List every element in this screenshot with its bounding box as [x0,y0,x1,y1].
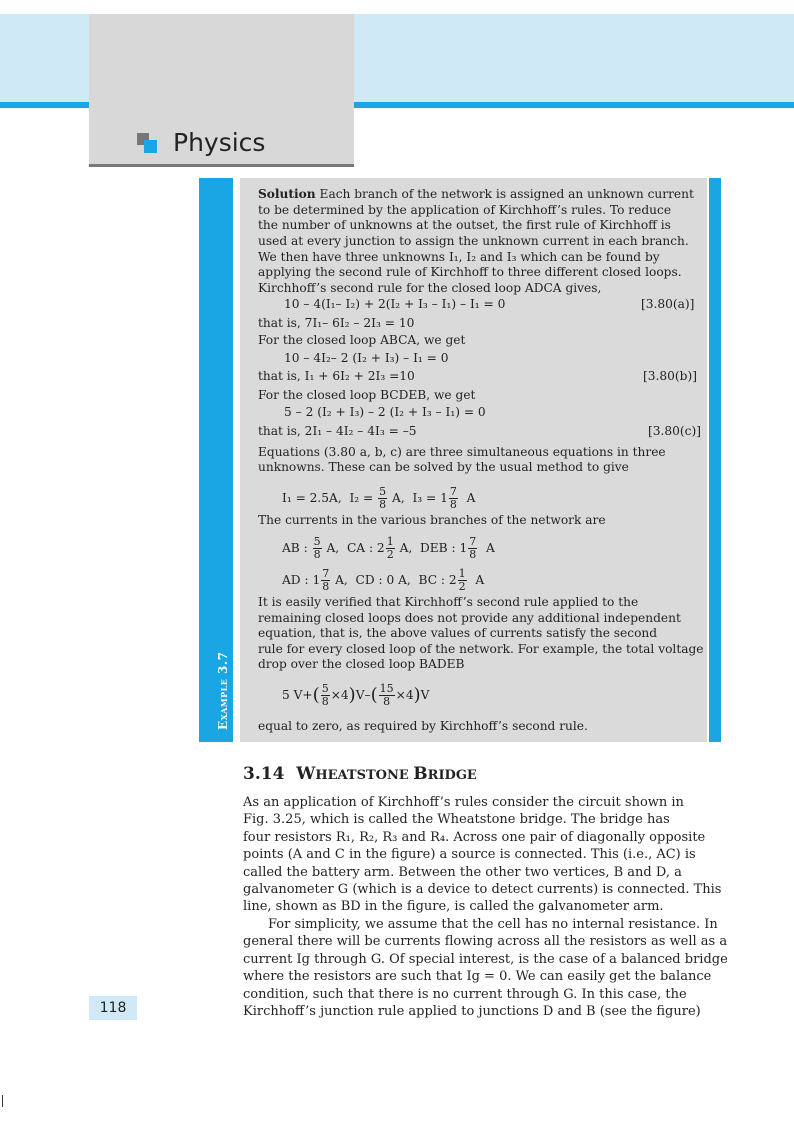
example-line: We then have three unknowns I₁, I₂ and I₃ which can be found by [258,250,660,264]
unit: A [486,541,495,555]
fraction: $\frac{5}{8}$ [321,682,329,708]
whole: 1 [312,573,321,587]
paragraph-line: where the resistors are such that Ig = 0. We can easily get the balance [243,969,712,984]
loop-abca-text: For the closed loop ABCA, we get [258,333,466,347]
example-right-strip [709,178,721,742]
fraction: $\frac{15}{8}$ [379,682,394,708]
branch-label: AB : [282,541,308,555]
equation-c-simplified: that is, 2I₁ – 4I₂ – 4I₃ = –5 [258,424,417,438]
page-header-title: Physics [173,128,266,157]
equation-tag-c: [3.80(c)] [648,424,701,438]
current-i2: I₂ = [349,491,374,505]
solution-currents [282,484,475,512]
branch-label: DEB : [420,541,456,555]
equation-c: 5 – 2 (I₂ + I₃) – 2 (I₂ + I₃ – I₁) = 0 [284,405,486,419]
unit: A, [399,541,413,555]
example-label: Example 3.7 [216,651,230,730]
paragraph-line: Fig. 3.25, which is called the Wheatstone bridge. The bridge has [243,812,670,827]
equation-a-simplified: that is, 7I₁– 6I₂ – 2I₃ = 10 [258,316,415,330]
volt-term: ×4 [395,688,414,702]
equation-tag-b: [3.80(b)] [643,369,697,383]
paragraph-line: condition, such that there is no current through G. In this case, the [243,987,687,1002]
section-title-part: W [296,764,316,784]
example-line: used at every junction to assign the unknown current in each branch. [258,234,689,248]
fraction: $\frac{1}{2}$ [386,535,394,561]
fraction: $\frac{1}{2}$ [458,567,466,593]
branch-label: AD : [282,573,309,587]
equation-tag-a: [3.80(a)] [641,297,695,311]
current-i1: I₁ = 2.5A, [282,491,342,505]
paragraph-line: current Ig through G. Of special interest, is the case of a balanced bridge [243,952,728,967]
example-line: the number of unknowns at the outset, the first rule of Kirchhoff is [258,218,671,232]
example-line: drop over the closed loop BADEB [258,657,465,671]
example-line: unknowns. These can be solved by the usual method to give [258,460,629,474]
fraction: $\frac{5}{8}$ [379,485,387,511]
example-line: remaining closed loops does not provide any additional independent [258,611,681,625]
example-text: Each branch of the network is assigned an unknown current [319,187,694,201]
unit: A [475,573,485,587]
example-line: applying the second rule of Kirchhoff to three different closed loops. [258,265,682,279]
paragraph-line: line, shown as BD in the figure, is called the galvanometer arm. [243,899,664,914]
whole: 2 [448,573,457,587]
fraction: $\frac{7}{8}$ [449,485,457,511]
voltage-drop-equation: 5 V+( $\frac{5}{8}$ ×4)V–( $\frac{15}{8}$ ×4)V [282,682,430,708]
paragraph-line: For simplicity, we assume that the cell has no internal resistance. In [268,917,718,932]
paragraph-line: As an application of Kirchhoff’s rules consider the circuit shown in [243,795,684,810]
example-line: It is easily verified that Kirchhoff’s second rule applied to the [258,595,639,609]
whole: 2 [376,541,385,555]
equation-a: 10 – 4(I₁– I₂) + 2(I₂ + I₃ – I₁) – I₁ = 0 [284,297,506,311]
branch-currents-row2 [282,566,484,594]
fraction: $\frac{5}{8}$ [313,535,321,561]
example-line: equation, that is, the above values of currents satisfy the second [258,626,658,640]
paragraph-line: Kirchhoff’s junction rule applied to junctions D and B (see the figure) [243,1004,701,1019]
fraction: $\frac{7}{8}$ [469,535,477,561]
branch-label: CD : 0 A, [355,573,411,587]
fraction: $\frac{7}{8}$ [322,567,330,593]
unit: A, [326,541,340,555]
paragraph-line: general there will be currents flowing across all the resistors as well as a [243,934,728,949]
header-tab-rule [89,164,354,167]
branch-label: BC : [418,573,446,587]
example-line [258,187,694,202]
paragraph-line: points (A and C in the figure) a source is connected. This (i.e., AC) is [243,847,696,862]
example-line: to be determined by the application of Kirchhoff’s rules. To reduce [258,203,672,217]
section-heading [243,764,477,784]
section-number: 3.14 [243,764,285,784]
unit: A, [392,491,405,505]
example-line: Equations (3.80 a, b, c) are three simultaneous equations in three [258,445,666,459]
equation-b-simplified: that is, I₁ + 6I₂ + 2I₃ =10 [258,369,415,383]
volt-term: V [420,688,430,702]
example-line: Kirchhoff’s second rule for the closed loop ADCA gives, [258,281,602,295]
squares-logo-icon [137,133,159,155]
unit: A [466,491,476,505]
solution-label: Solution [258,187,316,201]
volt-term: V– [355,688,371,702]
example-line: The currents in the various branches of the network are [258,513,606,527]
section-title-part: HEATSTONE [315,768,414,783]
page-number: 118 [89,996,137,1020]
equation-b: 10 – 4I₂– 2 (I₂ + I₃) – I₁ = 0 [284,351,449,365]
crop-mark-bottom [2,1095,3,1107]
whole: 1 [459,541,468,555]
loop-bcdeb-text: For the closed loop BCDEB, we get [258,388,476,402]
example-line: rule for every closed loop of the network. For example, the total voltage [258,642,704,656]
paragraph-line: called the battery arm. Between the other two vertices, B and D, a [243,865,682,880]
section-title-part: B [413,764,428,784]
paragraph-line: galvanometer G (which is a device to detect currents) is connected. This [243,882,722,897]
example-conclusion: equal to zero, as required by Kirchhoff’s second rule. [258,719,588,733]
unit: A, [335,573,348,587]
branch-currents-row1 [282,534,495,562]
volt-term: 5 V+ [282,688,313,702]
current-i3: I₃ = 1 [412,491,448,505]
branch-label: CA : [346,541,374,555]
section-title-part: RIDGE [427,768,477,783]
volt-term: ×4 [330,688,349,702]
paragraph-line: four resistors R₁, R₂, R₃ and R₄. Across one pair of diagonally opposite [243,830,706,845]
